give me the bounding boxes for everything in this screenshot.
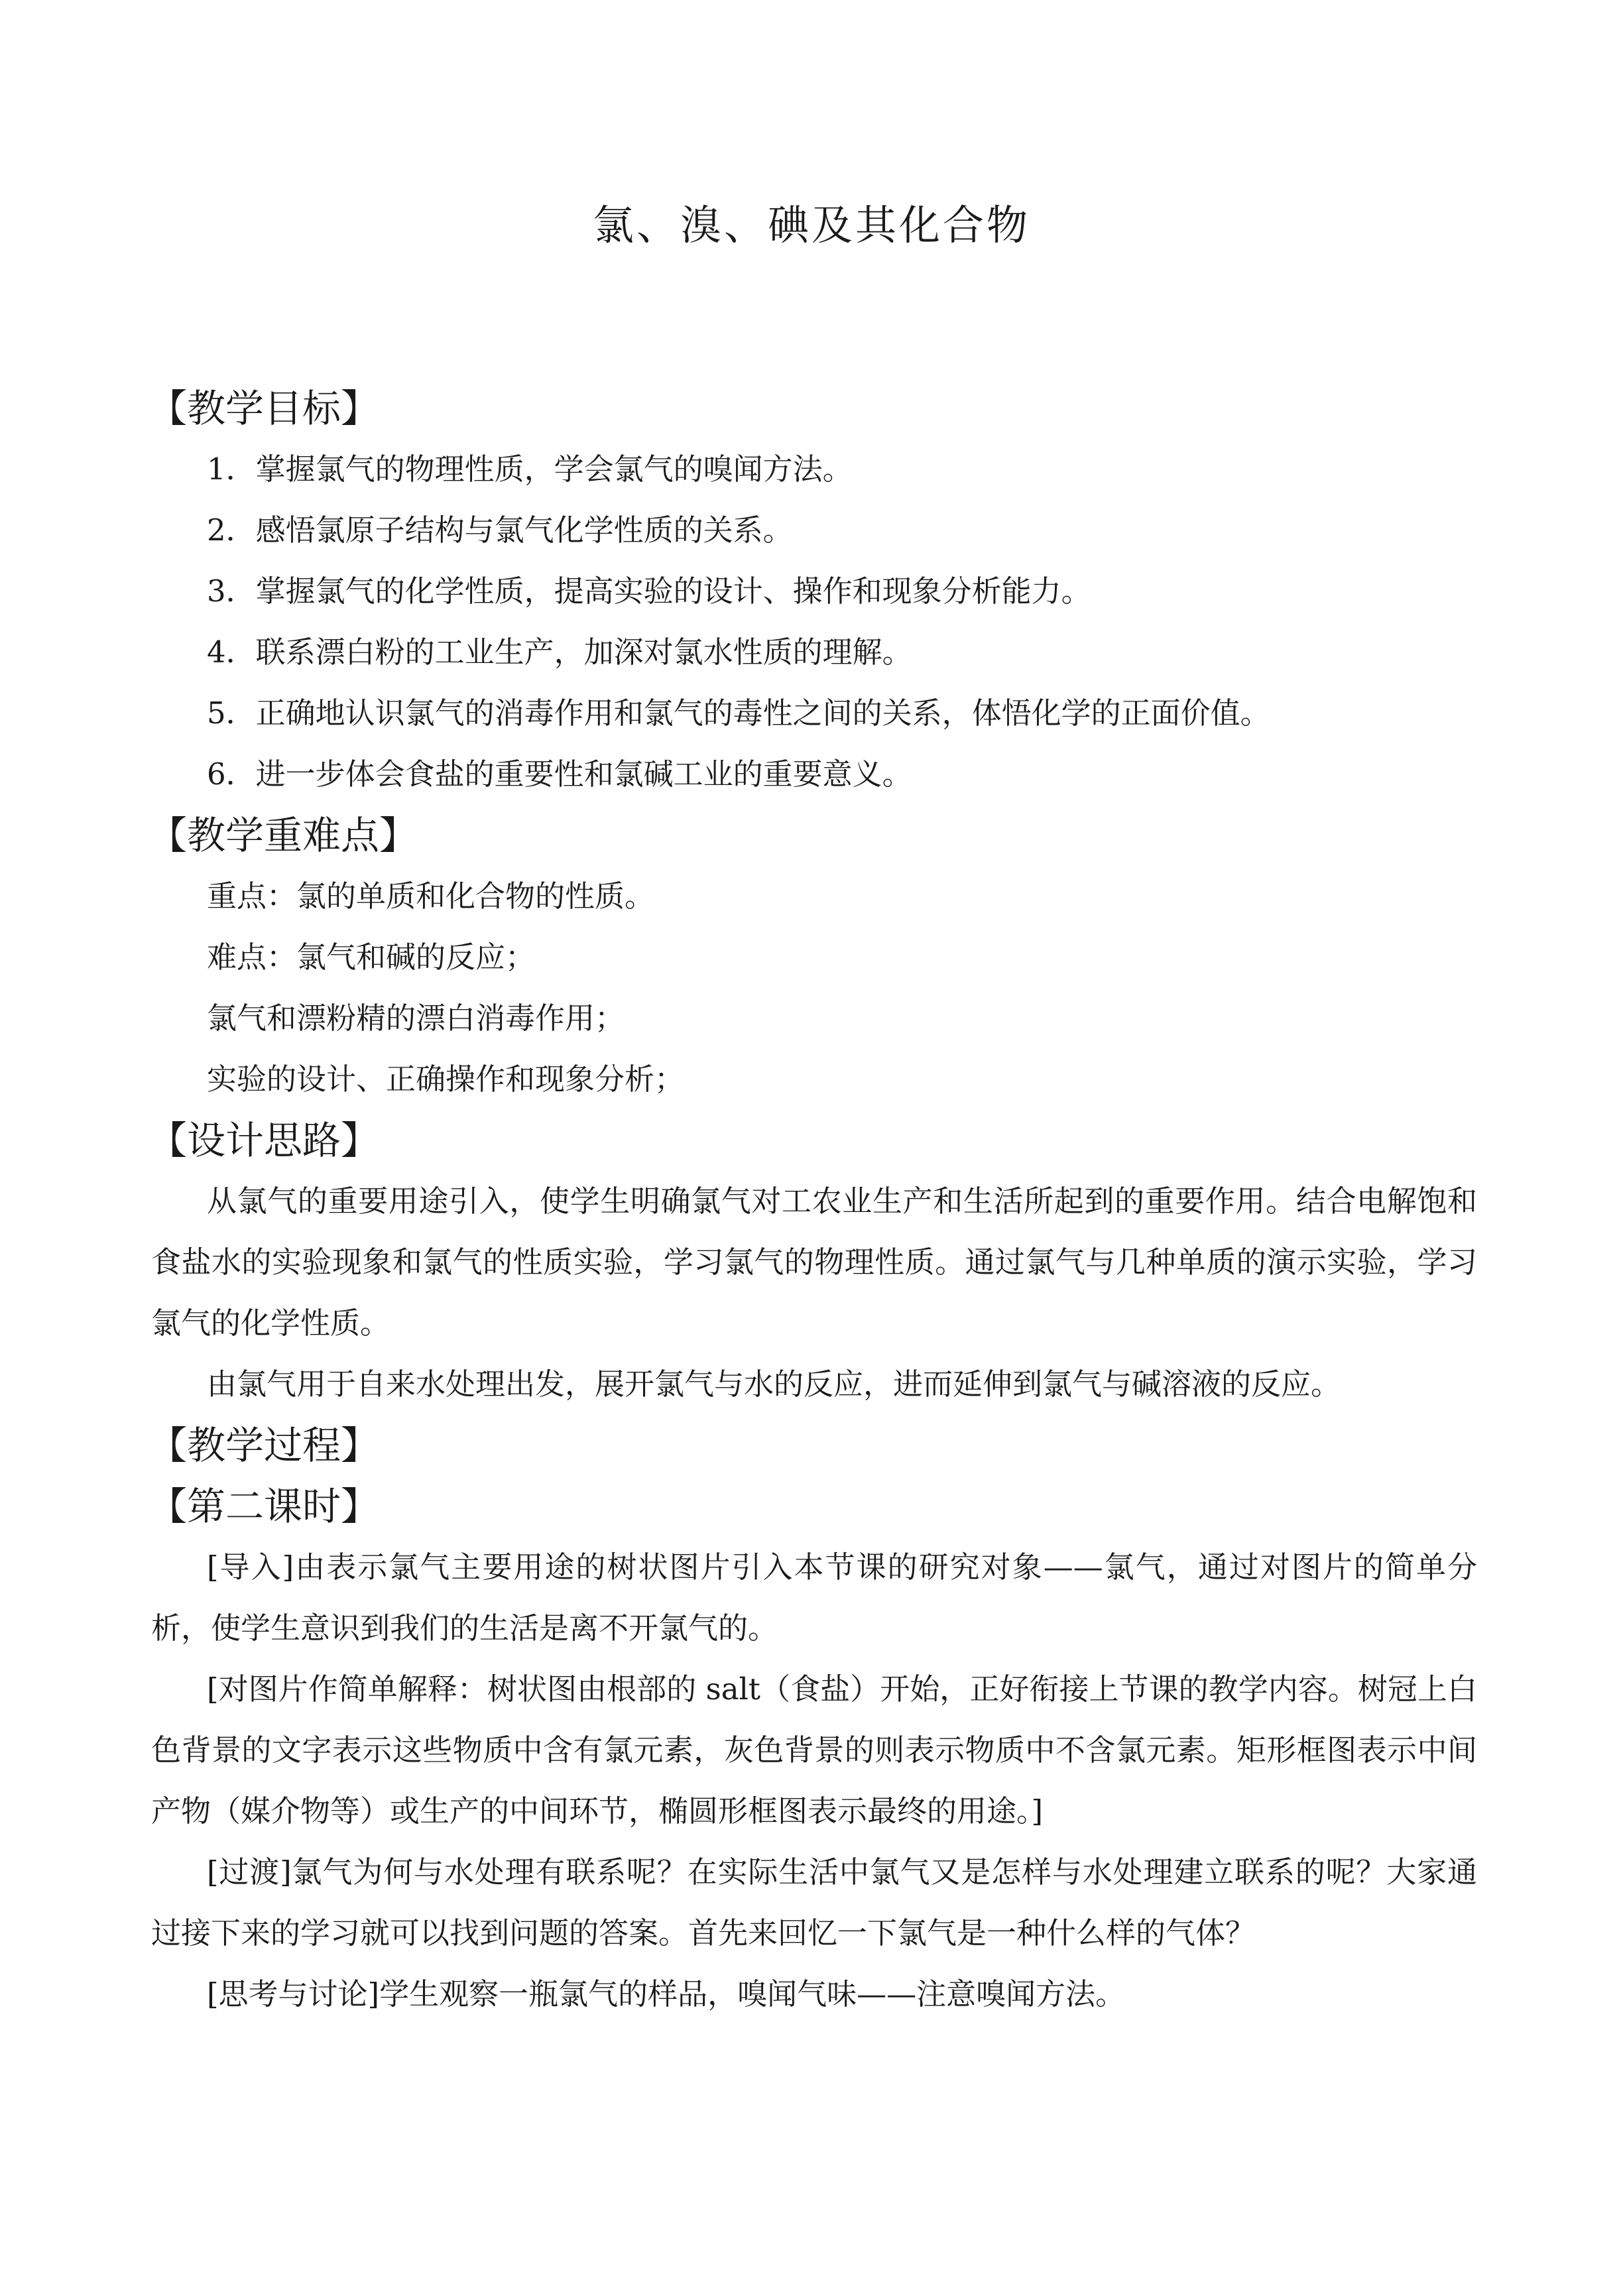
objective-item: 1．掌握氯气的物理性质，学会氯气的嗅闻方法。	[207, 452, 853, 487]
lesson-paragraph: [对图片作简单解释：树状图由根部的 salt（食盐）开始，正好衔接上节课的教学内容。树冠上白色背景的文字表示这些物质中含有氯元素，灰色背景的则表示物质中不含氯元素。矩形框图表示中间产物（媒介物等）或生产的中间环节，椭圆形框图表示最终的用途。]	[151, 1671, 1477, 1829]
key-point-item: 重点：氯的单质和化合物的性质。	[207, 878, 655, 914]
lesson-paragraph: [过渡]氯气为何与水处理有联系呢？在实际生活中氯气又是怎样与水处理建立联系的呢？大家通过接下来的学习就可以找到问题的答案。首先来回忆一下氯气是一种什么样的气体？	[151, 1854, 1477, 1951]
objective-item: 4．联系漂白粉的工业生产，加深对氯水性质的理解。	[207, 634, 912, 670]
section-heading-second-lesson: 【第二课时】	[149, 1484, 380, 1529]
objective-item: 3．掌握氯气的化学性质，提高实验的设计、操作和现象分析能力。	[207, 574, 1091, 609]
section-second-lesson	[151, 1476, 1477, 2025]
section-heading-objectives: 【教学目标】	[149, 386, 380, 431]
design-paragraph: 从氯气的重要用途引入，使学生明确氯气对工农业生产和生活所起到的重要作用。结合电解饱和食盐水的实验现象和氯气的性质实验，学习氯气的物理性质。通过氯气与几种单质的演示实验，学习氯气的化学性质。	[151, 1183, 1477, 1341]
document-title: 氯、溴、碘及其化合物	[592, 201, 1030, 249]
section-heading-process: 【教学过程】	[149, 1423, 380, 1468]
design-paragraph: 由氯气用于自来水处理出发，展开氯气与水的反应，进而延伸到氯气与碱溶液的反应。	[207, 1366, 1341, 1402]
section-design	[151, 1110, 1477, 1415]
section-process	[151, 1415, 1477, 1476]
objective-item: 6．进一步体会食盐的重要性和氯碱工业的重要意义。	[207, 756, 912, 792]
lesson-paragraph: [思考与讨论]学生观察一瓶氯气的样品，嗅闻气味——注意嗅闻方法。	[207, 1976, 1126, 2012]
section-heading-design: 【设计思路】	[149, 1118, 380, 1163]
key-point-item: 难点：氯气和碱的反应；	[207, 939, 536, 975]
objective-item: 5．正确地认识氯气的消毒作用和氯气的毒性之间的关系，体悟化学的正面价值。	[207, 695, 1270, 731]
lesson-paragraph: [导入]由表示氯气主要用途的树状图片引入本节课的研究对象——氯气，通过对图片的简单分析，使学生意识到我们的生活是离不开氯气的。	[151, 1549, 1477, 1646]
section-key-points	[151, 805, 1477, 1110]
objective-item: 2．感悟氯原子结构与氯气化学性质的关系。	[207, 513, 793, 548]
key-point-item: 实验的设计、正确操作和现象分析；	[207, 1061, 685, 1097]
section-heading-key-points: 【教学重难点】	[149, 813, 418, 858]
key-point-item: 氯气和漂粉精的漂白消毒作用；	[207, 1000, 625, 1036]
section-objectives	[151, 378, 1477, 805]
document-body	[151, 378, 1477, 2025]
